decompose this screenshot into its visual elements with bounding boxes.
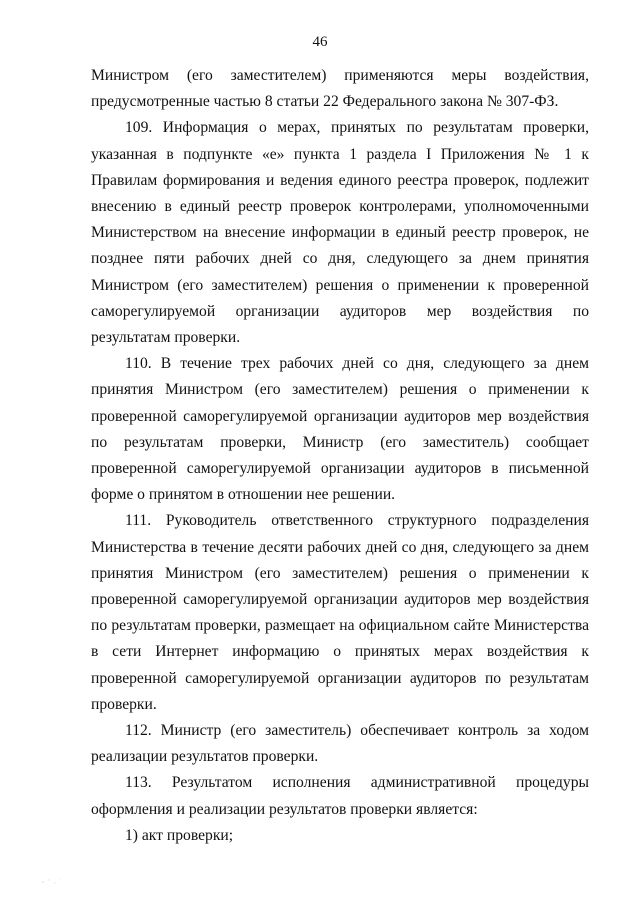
paragraph-continuation: Министром (его заместителем) применяются меры воздействия, предусмотренные частью 8 статьи 22 Федерального закона № 307-ФЗ. (91, 67, 589, 111)
scan-speck-mark (40, 876, 64, 886)
paragraph-113: 113. Результатом исполнения административной процедуры оформления и реализации результатов проверки является: (91, 774, 589, 818)
paragraph-109: 109. Информация о мерах, принятых по результатам проверки, указанная в подпункте «е» пункта 1 раздела I Приложения № 1 к Правилам формирования и ведения единого реестра проверок, подлежит внесению в единый реестр проверок контролерами, уполномоченными Министерством на внесение информации в единый реестр проверок, не позднее пяти рабочих дней со дня, следующего за днем принятия Министром (его заместителем) решения о применении к проверенной саморегулируемой организации аудиторов мер воздействия по результатам проверки. (91, 119, 589, 347)
document-body (91, 63, 589, 849)
page-number: 46 (312, 34, 328, 50)
paragraph-112: 112. Министр (его заместитель) обеспечивает контроль за ходом реализации результатов проверки. (91, 722, 589, 766)
paragraph-111: 111. Руководитель ответственного структурного подразделения Министерства в течение десяти рабочих дней со дня, следующего за днем принятия Министром (его заместителем) решения о применении к проверенной саморегулируемой организации аудиторов мер воздействия по результатам проверки, размещает на официальном сайте Министерства в сети Интернет информацию о принятых мерах воздействия к проверенной саморегулируемой организации аудиторов по результатам проверки. (91, 512, 589, 713)
paragraph-110: 110. В течение трех рабочих дней со дня, следующего за днем принятия Министром (его заместителем) решения о применении к проверенной саморегулируемой организации аудиторов мер воздействия по результатам проверки, Министр (его заместитель) сообщает проверенной саморегулируемой организации аудиторов в письменной форме о принятом в отношении нее решении. (91, 355, 589, 504)
list-item-act: 1) акт проверки; (125, 826, 234, 844)
